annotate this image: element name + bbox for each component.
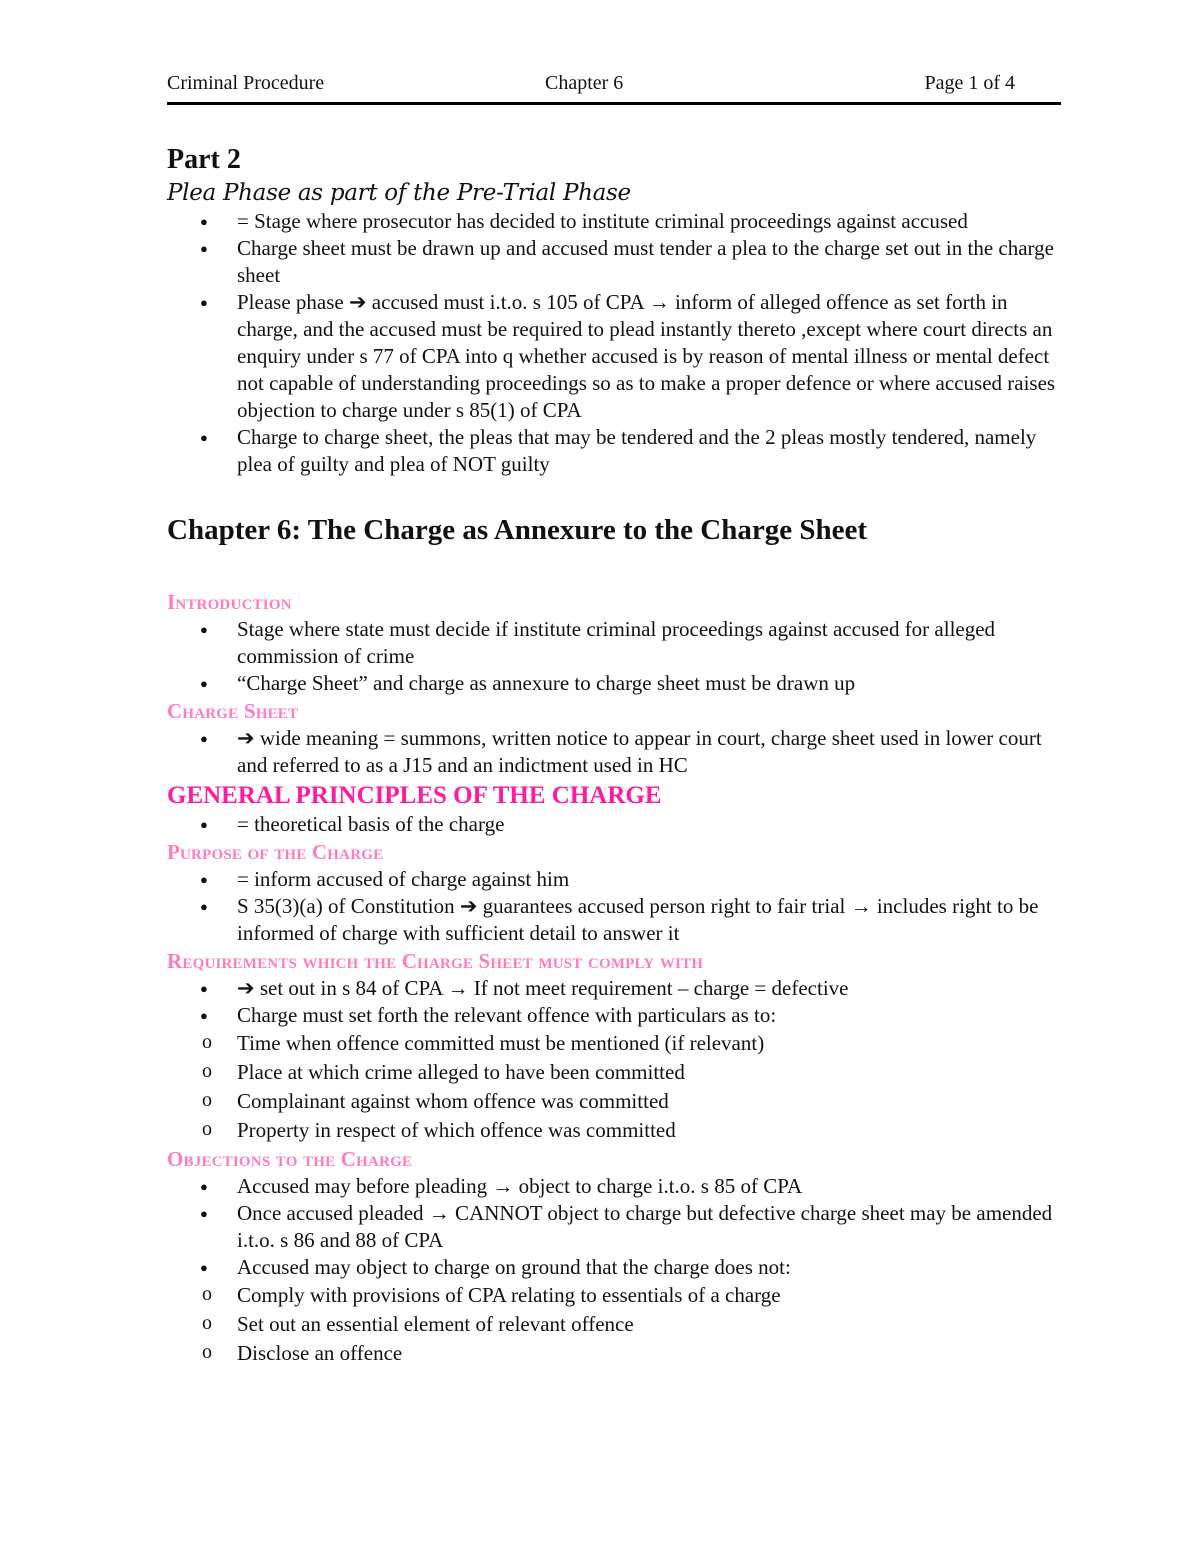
section-heading-charge-sheet: Charge Sheet [167, 699, 299, 723]
sub-list-item: o Complainant against whom offence was committed [97, 1087, 1067, 1116]
section-heading-introduction: Introduction [167, 590, 292, 614]
introduction-list [167, 616, 1067, 697]
page-header [167, 72, 1061, 105]
charge-sheet-list [167, 725, 1067, 779]
document-body [167, 142, 1067, 1368]
header-page-number: Page 1 of 4 [924, 72, 1015, 94]
section-heading-general-principles: GENERAL PRINCIPLES OF THE CHARGE [167, 782, 662, 809]
objections-sub-list [167, 1281, 1067, 1368]
section-heading-requirements: Requirements which the Charge Sheet must comply with [167, 949, 704, 973]
list-item: ● Charge to charge sheet, the pleas that may be tendered and the 2 pleas mostly tendered, namely plea of guilty and plea of NOT guilty [167, 424, 1067, 478]
list-item: ● Accused may before pleading → object to charge i.t.o. s 85 of CPA [167, 1173, 1067, 1200]
list-item: ● Once accused pleaded → CANNOT object to charge but defective charge sheet may be amended i.t.o. s 86 and 88 of CPA [167, 1200, 1067, 1254]
sub-list-item: o Comply with provisions of CPA relating to essentials of a charge [97, 1281, 1067, 1310]
requirements-sub-container [167, 1029, 1067, 1145]
section-heading-objections: Objections to the Charge [167, 1147, 413, 1171]
list-item: ● “Charge Sheet” and charge as annexure to charge sheet must be drawn up [167, 670, 1067, 697]
part-subtitle: Plea Phase as part of the Pre-Trial Phase [167, 180, 631, 206]
list-item: ● Please phase ➔ accused must i.t.o. s 105 of CPA → inform of alleged offence as set forth in charge, and the accused must be required to plead instantly thereto ,except where court directs an enquiry under s 77 of CPA into q whether accused is by reason of mental illness or mental defect not capable of understanding proceedings so as to make a proper defence or where accused raises objection to charge under s 85(1) of CPA [167, 289, 1067, 424]
part-title: Part 2 [167, 144, 241, 175]
list-item: ● S 35(3)(a) of Constitution ➔ guarantees accused person right to fair trial → includes right to be informed of charge with sufficient detail to answer it [167, 893, 1067, 947]
list-item: ● = inform accused of charge against him [167, 866, 1067, 893]
list-item: ● Stage where state must decide if institute criminal proceedings against accused for alleged commission of crime [167, 616, 1067, 670]
list-item: ● ➔ wide meaning = summons, written notice to appear in court, charge sheet used in lower court and referred to as a J15 and an indictment used in HC [167, 725, 1067, 779]
part-bullet-list [167, 208, 1067, 478]
section-heading-purpose: Purpose of the Charge [167, 840, 384, 864]
objections-list [167, 1173, 1067, 1368]
list-item: ● Charge must set forth the relevant offence with particulars as to: [167, 1002, 1067, 1029]
sub-list-item: o Property in respect of which offence was committed [97, 1116, 1067, 1145]
chapter-title: Chapter 6: The Charge as Annexure to the Charge Sheet [167, 514, 868, 546]
requirements-sub-list [167, 1029, 1067, 1145]
header-course: Criminal Procedure [167, 72, 325, 94]
purpose-list [167, 866, 1067, 947]
list-item: ● = theoretical basis of the charge [167, 811, 1067, 838]
header-chapter: Chapter 6 [545, 72, 624, 94]
requirements-list [167, 975, 1067, 1145]
sub-list-item: o Disclose an offence [97, 1339, 1067, 1368]
list-item: ● ➔ set out in s 84 of CPA → If not meet requirement – charge = defective [167, 975, 1067, 1002]
sub-list-item: o Set out an essential element of relevant offence [97, 1310, 1067, 1339]
list-item: ● Charge sheet must be drawn up and accused must tender a plea to the charge set out in the charge sheet [167, 235, 1067, 289]
list-item: ● Accused may object to charge on ground that the charge does not: [167, 1254, 1067, 1281]
list-item: ● = Stage where prosecutor has decided to institute criminal proceedings against accused [167, 208, 1067, 235]
general-principles-list [167, 811, 1067, 838]
sub-list-item: o Time when offence committed must be mentioned (if relevant) [97, 1029, 1067, 1058]
objections-sub-container [167, 1281, 1067, 1368]
sub-list-item: o Place at which crime alleged to have been committed [97, 1058, 1067, 1087]
